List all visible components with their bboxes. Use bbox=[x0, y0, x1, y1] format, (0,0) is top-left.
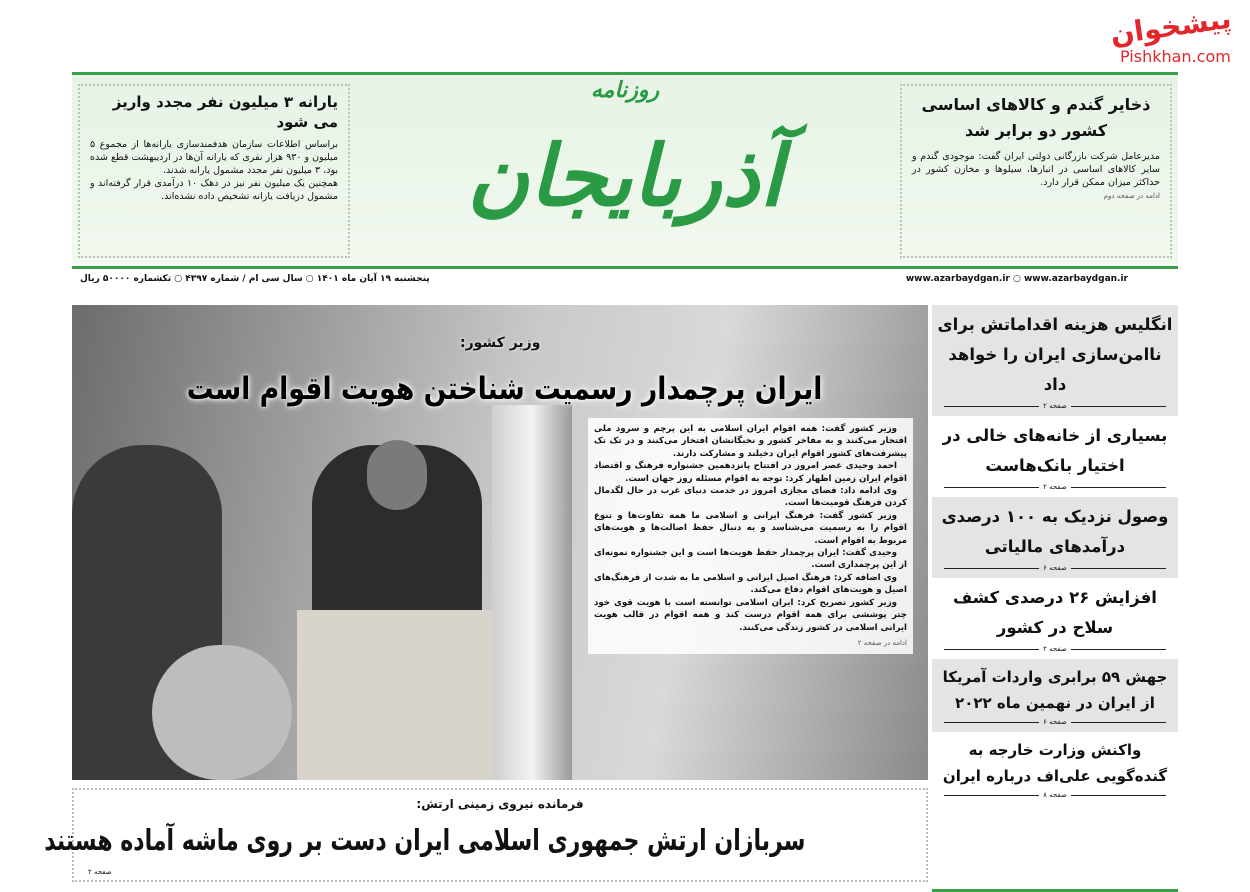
sidebar-headline: واکنش وزارت خارجه به گنده‌گویی علی‌اف درباره ایران bbox=[942, 741, 1168, 785]
logo-title: آذربایجان bbox=[467, 126, 783, 225]
drum bbox=[152, 645, 292, 780]
issue-details: پنجشنبه ۱۹ آبان ماه ۱۴۰۱ ○ سال سی ام / شماره ۴۳۹۷ ○ تکشماره ۵۰۰۰۰ ریال bbox=[80, 274, 430, 284]
page-reference: صفحه ۶ bbox=[944, 564, 1166, 573]
lead-kicker: وزیر کشور: bbox=[460, 335, 541, 351]
sidebar-item[interactable] bbox=[932, 578, 1178, 659]
sidebar-headline: بسیاری از خانه‌های خالی در اختیار بانک‌هاست bbox=[942, 426, 1168, 475]
lead-article bbox=[588, 418, 913, 654]
army-kicker: فرمانده نیروی زمینی ارتش: bbox=[416, 797, 584, 811]
wheat-reserves-box bbox=[900, 84, 1172, 258]
army-story bbox=[44, 788, 928, 882]
page-reference: صفحه ۲ bbox=[944, 483, 1166, 492]
podium bbox=[297, 610, 497, 780]
pishkhan-watermark-latin: Pishkhan.com bbox=[1120, 47, 1231, 66]
subsidy-news-box bbox=[78, 84, 350, 258]
flag bbox=[492, 405, 572, 780]
speaker-head bbox=[367, 440, 427, 510]
article-paragraph: وی اضافه کرد: فرهنگ اصیل ایرانی و اسلامی ما به شدت از فرهنگ‌های اصیل و هویت‌های اقوام دفاع می‌کند. bbox=[594, 572, 907, 596]
article-paragraph: وزیر کشور تصریح کرد: ایران اسلامی توانسته است با هویت قوی خود چتر پوششی برای همه اقوام درست کند و همه اقوام در قالب هویت ایرانی اسلامی در کشور زندگی می‌کنند. bbox=[594, 597, 907, 633]
page-reference: صفحه ۲ bbox=[88, 868, 112, 876]
article-paragraph: وحیدی گفت: ایران پرچمدار حفظ هویت‌ها است و این جشنواره نمونه‌ای از این پرچمداری است. bbox=[594, 548, 907, 571]
sidebar-item[interactable] bbox=[932, 416, 1178, 497]
article-paragraph: احمد وحیدی عصر امروز در افتتاح پانزدهمین جشنواره فرهنگ و اقتصاد اقوام ایران زمین اظهار کرد: توجه به اقوام مسئله روز جهان است. bbox=[594, 461, 907, 484]
article-paragraph: وی ادامه داد: فضای مجازی امروز در خدمت دنیای غرب در حال لگدمال کردن فرهنگ قومیت‌ها است. bbox=[594, 486, 907, 509]
lead-headline-wrap bbox=[90, 368, 920, 415]
sidebar-headline: انگلیس هزینه اقداماتش برای ناامن‌سازی ایران را خواهد داد bbox=[937, 315, 1173, 394]
subsidy-headline: یارانه ۳ میلیون نفر مجدد واریز می شود bbox=[112, 93, 338, 131]
logo-subtitle: روزنامه bbox=[590, 78, 660, 103]
subsidy-paragraph: همچنین یک میلیون نفر نیز در دهک ۱۰ درآمدی قرار گرفته‌اند و مشمول دریافت یارانه تشخیص داده نشده‌اند. bbox=[90, 178, 338, 202]
article-paragraph: وزیر کشور گفت: فرهنگ ایرانی و اسلامی ما همه تفاوت‌ها و تنوع اقوام را به رسمیت می‌شناسد و به دنبال حفظ اصالت‌ها و هویت‌های مربوط به اقوام است. bbox=[594, 510, 907, 546]
divider bbox=[72, 266, 1178, 269]
army-headline: سربازان ارتش جمهوری اسلامی ایران دست بر روی ماشه آماده هستند bbox=[44, 823, 806, 857]
page-reference: صفحه ۸ bbox=[944, 791, 1166, 800]
wheat-body: مدیرعامل شرکت بازرگانی دولتی ایران گفت: موجودی گندم و سایر کالاهای اساسی در انبارها، سیلوها و مخازن کشور در حداکثر میزان ممکن قرار دارد. bbox=[912, 151, 1160, 188]
pishkhan-watermark: پیشخوان bbox=[1108, 1, 1234, 52]
subsidy-paragraph: براساس اطلاعات سازمان هدفمندسازی یارانه‌ها از مجموع ۵ میلیون و ۹۳۰ هزار نفری که یارانه آن‌ها در اردیبهشت قطع شده بود، ۳ میلیون نفر مجدد مشمول یارانه شدند. bbox=[90, 139, 338, 176]
continued-note: ادامه در صفحه ۲ bbox=[857, 638, 907, 647]
wheat-headline: ذخایر گندم و کالاهای اساسی کشور دو برابر شد bbox=[921, 95, 1151, 140]
issue-info-line bbox=[72, 274, 1178, 290]
lead-headline: ایران پرچمدار رسمیت شناختن هویت اقوام است bbox=[187, 371, 823, 407]
sidebar-item[interactable] bbox=[932, 659, 1178, 732]
page-reference: صفحه ۲ bbox=[944, 645, 1166, 654]
sidebar-headlines bbox=[932, 305, 1178, 805]
page-reference: صفحه ۶ bbox=[944, 718, 1166, 727]
sidebar-item[interactable] bbox=[932, 497, 1178, 578]
article-paragraph: وزیر کشور گفت: همه اقوام ایران اسلامی به این پرچم و سرود ملی افتخار می‌کنند و به مفاخر کشور و نخبگانشان افتخار می‌کنند و در تک تک پیشرفت‌های کشور اقوام ایران دخیلند و مشارکت دارند. bbox=[594, 424, 907, 459]
sidebar-headline: وصول نزدیک به ۱۰۰ درصدی درآمدهای مالیاتی bbox=[941, 507, 1169, 556]
sidebar-item[interactable] bbox=[932, 732, 1178, 805]
website-links[interactable]: www.azarbaydgan.ir ○ www.azarbaydgan.ir bbox=[905, 274, 1128, 284]
sidebar-headline: افزایش ۲۶ درصدی کشف سلاح در کشور bbox=[953, 588, 1157, 637]
continued-note: ادامه در صفحه دوم bbox=[1103, 192, 1160, 200]
page-reference: صفحه ۲ bbox=[944, 402, 1166, 411]
sidebar-headline: جهش ۵۹ برابری واردات آمریکا از ایران در نهمین ماه ۲۰۲۲ bbox=[942, 668, 1168, 712]
newspaper-logo bbox=[355, 76, 895, 262]
army-headline-wrap bbox=[44, 820, 926, 865]
sidebar-item[interactable] bbox=[932, 305, 1178, 416]
